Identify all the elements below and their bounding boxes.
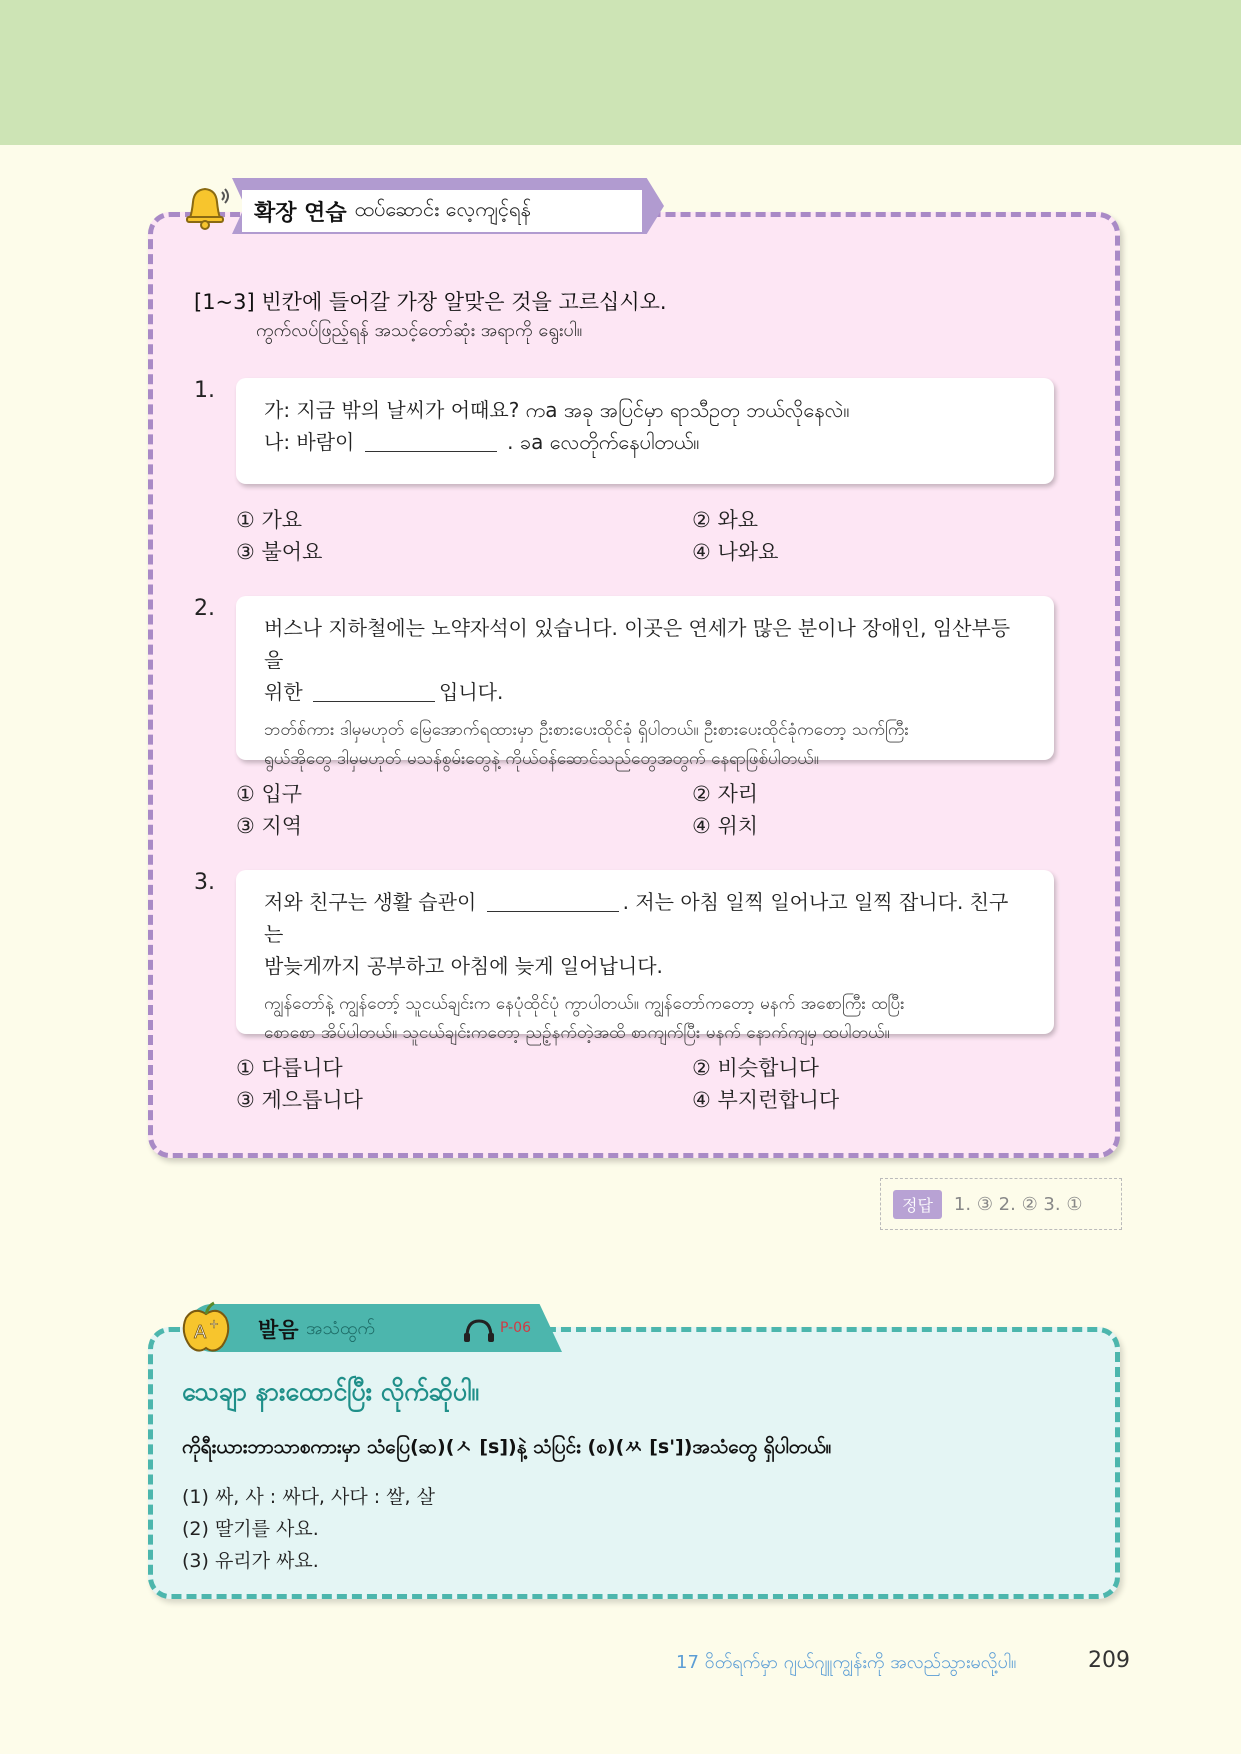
choice-option[interactable]: ④ 위치 [692,814,759,838]
practice-title: 확장 연습 [254,200,347,226]
choice-option[interactable]: ② 비슷합니다 [692,1056,819,1080]
translation-line: ကျွန်တော်နဲ့ ကျွန်တော့် သူငယ်ချင်းက နေပုံထိုင်ပုံ ကွာပါတယ်။ ကျွန်တော်ကတော့ မနက် အစောကြီး ထပြီး [264,994,905,1014]
question-line: 버스나 지하철에는 노약자석이 있습니다. 이곳은 연세가 많은 분이나 장애인, 임산부등을 [264,616,1011,672]
practice-title-label [242,190,642,232]
svg-text:A: A [194,1322,207,1343]
pronunciation-example: (2) 딸기를 사요. [182,1518,319,1540]
answer-key-box [880,1178,1122,1230]
choice-option[interactable]: ③ 불어요 [236,540,323,564]
answer-blank [313,681,435,702]
top-header-band [0,0,1241,145]
choice-option[interactable]: ② 자리 [692,782,759,806]
choice-option[interactable]: ① 입구 [236,782,303,806]
answer-blank [365,431,497,452]
choice-option[interactable]: ① 가요 [236,508,303,532]
answer-tag: 정답 [893,1190,942,1219]
question-number: 1. [194,378,215,403]
question-card [236,378,1054,484]
choice-option[interactable]: ② 와요 [692,508,759,532]
instruction-text: [1~3] 빈칸에 들어갈 가장 알맞은 것을 고르십시오. [194,290,667,314]
translation-line: ဘတ်စ်ကား ဒါမှမဟုတ် မြေအောက်ရထားမှာ ဦးစားပေးထိုင်ခုံ ရှိပါတယ်။ ဦးစားပေးထိုင်ခုံကတော့ သက်ကြီး [264,720,909,740]
pronunciation-example: (3) 유리가 싸요. [182,1550,319,1572]
question-line: 나: 바람이 . ခa လေတိုက်နေပါတယ်။ [264,430,700,454]
headphone-icon[interactable] [462,1317,496,1343]
choice-option[interactable]: ③ 지역 [236,814,303,838]
question-line: 밤늦게까지 공부하고 아침에 늦게 일어납니다. [264,954,663,978]
translation-line: စောစော အိပ်ပါတယ်။ သူငယ်ချင်းကတော့ ညဥ့်နက်တဲ့အထိ စာကျက်ပြီး မနက် နောက်ကျမှ ထပါတယ်။ [264,1023,890,1043]
bell-icon [182,182,232,232]
pronunciation-description: ကိုရီးယားဘာသာစကားမှာ သံပြေ(ဆ)(ㅅ [s])နဲ့ သံပြင်း (စ)(ㅆ [s'])အသံတွေ ရှိပါတယ်။ [182,1436,832,1458]
pronunciation-title-sub: အသံထွက် [306,1318,375,1339]
choice-option[interactable]: ④ 나와요 [692,540,779,564]
question-number: 3. [194,870,215,895]
question-line: 위한 입니다. [264,680,504,704]
answer-blank [487,891,619,912]
answer-text: 1. ③ 2. ② 3. ① [953,1193,1083,1215]
choice-option[interactable]: ④ 부지런합니다 [692,1088,840,1112]
question-number: 2. [194,596,215,621]
chapter-footer: 17 ဝိတ်ရက်မှာ ဂျယ်ဂျူကျွန်းကို အလည်သွားမလို့ပါ။ [676,1652,1017,1673]
pronunciation-example: (1) 싸, 사 : 싸다, 사다 : 쌀, 살 [182,1486,435,1508]
practice-title-sub: ထပ်ဆောင်း လေ့ကျင့်ရန် [354,197,531,221]
question-line: 가: 지금 밖의 날씨가 어때요? ကa အခု အပြင်မှာ ရာသီဥတု ဘယ်လိုနေလဲ။ [264,398,850,422]
svg-text:+: + [209,1317,220,1331]
pronunciation-title: 발음 [258,1318,299,1342]
instruction-subtext: ကွက်လပ်ဖြည့်ရန် အသင့်တော်ဆုံး အရာကို ရွေးပါ။ [256,320,583,341]
question-line: 저와 친구는 생활 습관이 . 저는 아침 일찍 일어나고 일찍 잡니다. 친구는 [264,890,1009,946]
translation-line: ရွယ်အိုတွေ ဒါမှမဟုတ် မသန်စွမ်းတွေနဲ့ ကိုယ်ဝန်ဆောင်သည်တွေအတွက် နေရာဖြစ်ပါတယ်။ [264,749,819,769]
choice-option[interactable]: ① 다릅니다 [236,1056,343,1080]
question-card [236,596,1054,769]
question-card [236,870,1054,1043]
page-number: 209 [1088,1648,1130,1673]
apple-grade-icon [178,1300,234,1356]
choice-option[interactable]: ③ 게으릅니다 [236,1088,363,1112]
audio-track-label[interactable]: P-06 [500,1320,532,1336]
pronunciation-heading: သေချာ နားထောင်ပြီး လိုက်ဆိုပါ။ [182,1377,479,1406]
